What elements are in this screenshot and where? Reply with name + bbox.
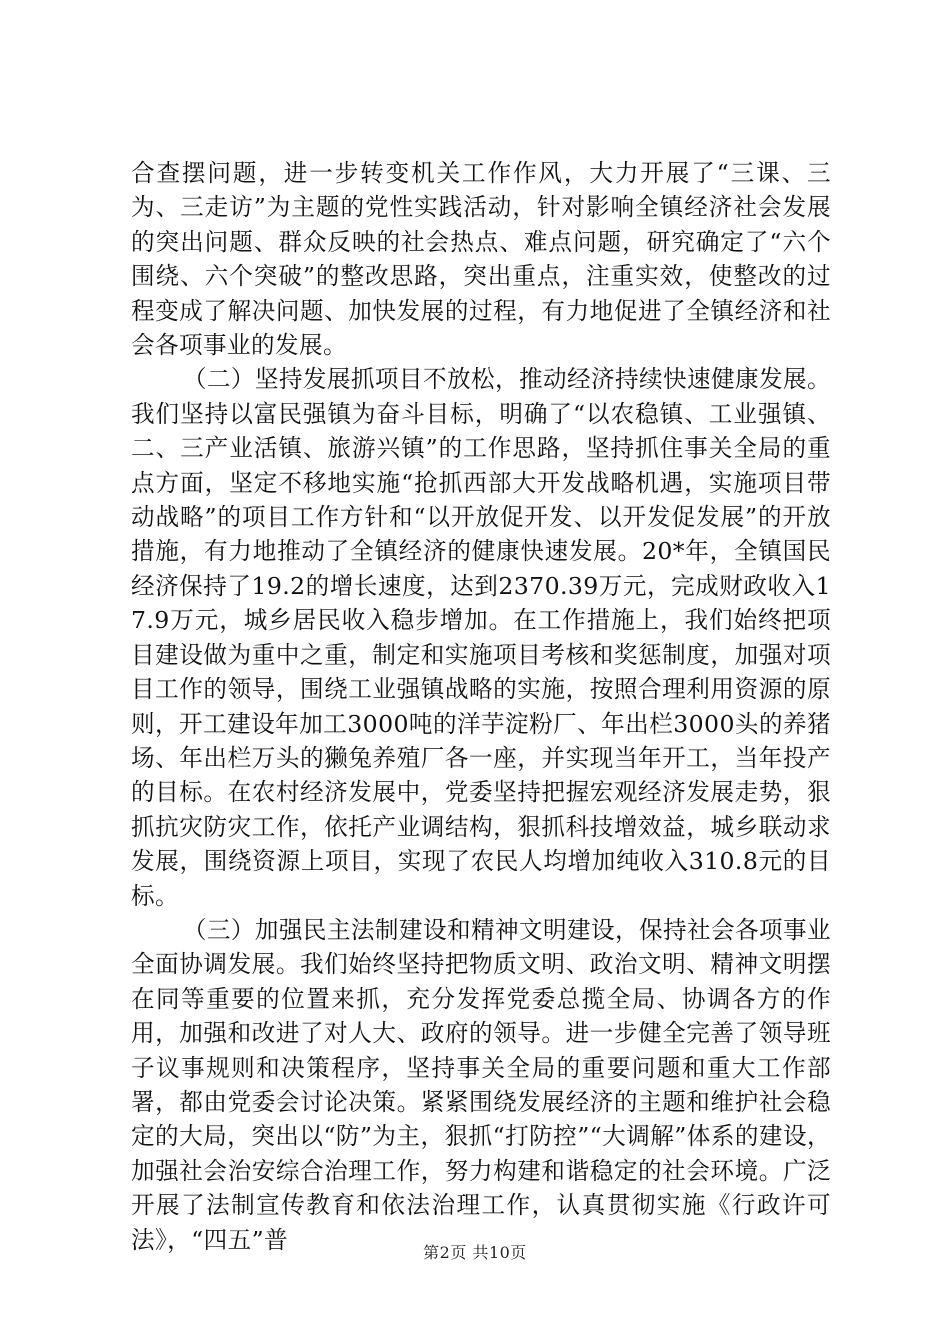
page-footer: 第2页 共10页	[423, 1243, 527, 1262]
document-body	[131, 156, 831, 1257]
paragraph-section-3: （三）加强民主法制建设和精神文明建设，保持社会各项事业全面协调发展。我们始终坚持把物质文明、政治文明、精神文明摆在同等重要的位置来抓，充分发挥党委总揽全局、协调各方的作用，加强和改进了对人大、政府的领导。进一步健全完善了领导班子议事规则和决策程序，坚持事关全局的重要问题和重大工作部署，都由党委会讨论决策。紧紧围绕发展经济的主题和维护社会稳定的大局，突出以“防”为主，狠抓“打防控”“大调解”体系的建设，加强社会治安综合治理工作，努力构建和谐稳定的社会环境。广泛开展了法制宣传教育和依法治理工作，认真贯彻实施《行政许可法》，“四五”普	[131, 915, 831, 1254]
paragraph-section-2: （二）坚持发展抓项目不放松，推动经济持续快速健康发展。我们坚持以富民强镇为奋斗目标，明确了“以农稳镇、工业强镇、二、三产业活镇、旅游兴镇”的工作思路，坚持抓住事关全局的重点方面，坚定不移地实施“抢抓西部大开发战略机遇，实施项目带动战略”的项目工作方针和“以开放促开发、以开发促发展”的开放措施，有力地推动了全镇经济的健康快速发展。20*年，全镇国民经济保持了19.2的增长速度，达到2370.39万元，完成财政收入17.9万元，城乡居民收入稳步增加。在工作措施上，我们始终把项目建设做为重中之重，制定和实施项目考核和奖惩制度，加强对项目工作的领导，围绕工业强镇战略的实施，按照合理利用资源的原则，开工建设年加工3000吨的洋芋淀粉厂、年出栏3000头的养猪场、年出栏万头的獭兔养殖厂各一座，并实现当年开工，当年投产的目标。在农村经济发展中，党委坚持把握宏观经济发展走势，狠抓抗灾防灾工作，依托产业调结构，狠抓科技增效益，城乡联动求发展，围绕资源上项目，实现了农民人均增加纯收入310.8元的目标。	[131, 365, 831, 910]
paragraph-continuation: 合查摆问题，进一步转变机关工作作风，大力开展了“三课、三为、三走访”为主题的党性实践活动，针对影响全镇经济社会发展的突出问题、群众反映的社会热点、难点问题，研究确定了“六个围绕、六个突破”的整改思路，突出重点，注重实效，使整改的过程变成了解决问题、加快发展的过程，有力地促进了全镇经济和社会各项事业的发展。	[131, 159, 831, 360]
